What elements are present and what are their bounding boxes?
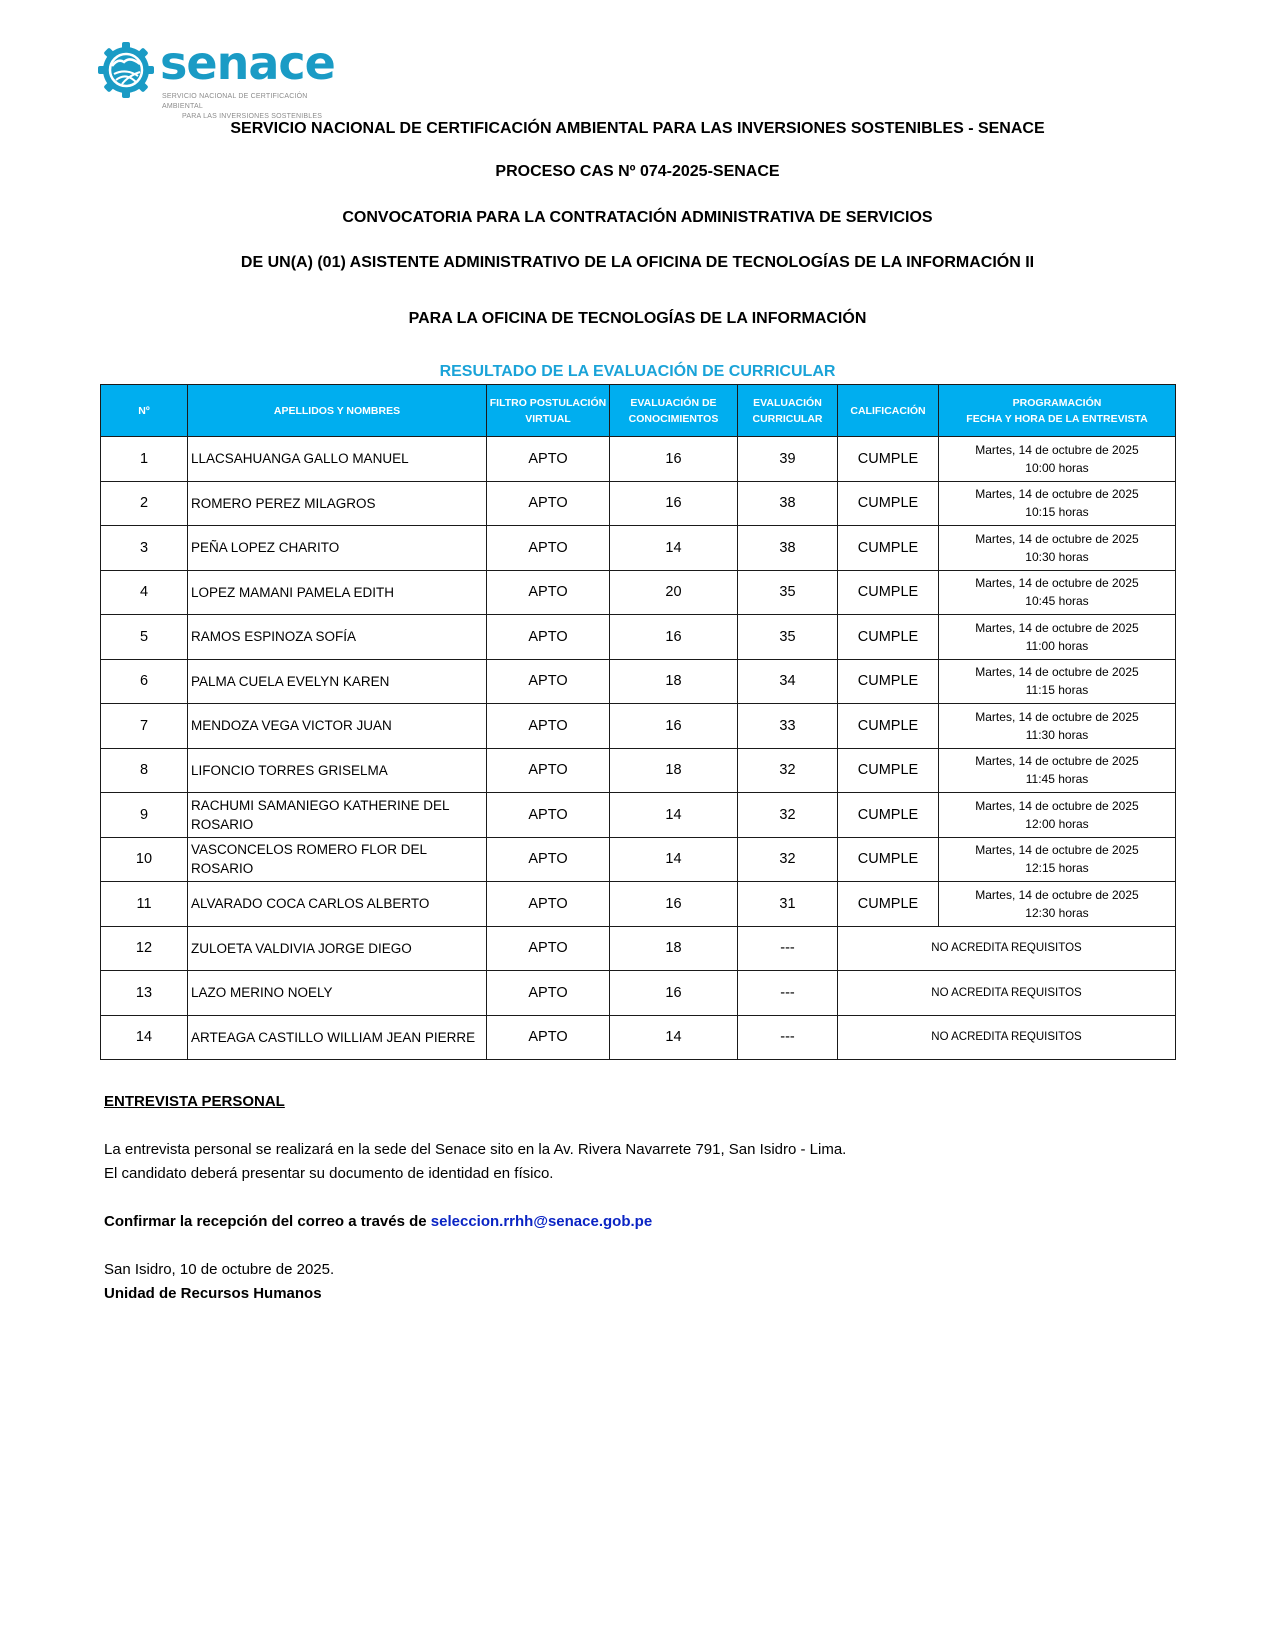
interview-date: Martes, 14 de octubre de 2025 (975, 754, 1139, 769)
filter-result: APTO (487, 748, 610, 793)
table-row (101, 926, 1176, 971)
col-header-knowledge-line1: EVALUACIÓN DE (630, 396, 717, 409)
table-row (101, 615, 1176, 660)
interview-time: 12:30 horas (1025, 905, 1089, 920)
institution-title: SERVICIO NACIONAL DE CERTIFICACIÓN AMBIENTAL PARA LAS INVERSIONES SOSTENIBLES - SENACE (230, 120, 1045, 137)
filter-result: APTO (487, 481, 610, 526)
table-header-row (101, 385, 1176, 437)
curricular-score: 33 (738, 704, 838, 749)
qualification: CUMPLE (838, 882, 939, 927)
candidate-name: LOPEZ MAMANI PAMELA EDITH (188, 570, 487, 615)
interview-date: Martes, 14 de octubre de 2025 (975, 709, 1139, 724)
interview-schedule (939, 837, 1176, 882)
knowledge-score: 18 (610, 926, 738, 971)
col-header-qualification: CALIFICACIÓN (838, 385, 939, 437)
interview-schedule (939, 615, 1176, 660)
interview-date: Martes, 14 de octubre de 2025 (975, 665, 1139, 680)
qualification: CUMPLE (838, 570, 939, 615)
row-number: 3 (101, 526, 188, 571)
logo-subtitle-line2: PARA LAS INVERSIONES SOSTENIBLES (182, 113, 323, 120)
col-header-curricular-line1: EVALUACIÓN (753, 396, 822, 409)
interview-time: 10:00 horas (1025, 460, 1089, 475)
table-row (101, 882, 1176, 927)
candidate-name: LLACSAHUANGA GALLO MANUEL (188, 437, 487, 482)
curricular-score: 34 (738, 659, 838, 704)
interview-id-text: El candidato deberá presentar su documento de identidad en físico. (104, 1165, 554, 1182)
interview-schedule (939, 882, 1176, 927)
row-number: 4 (101, 570, 188, 615)
curricular-score: 31 (738, 882, 838, 927)
knowledge-score: 16 (610, 481, 738, 526)
table-row (101, 481, 1176, 526)
curricular-score: 32 (738, 837, 838, 882)
row-number: 5 (101, 615, 188, 660)
table-row (101, 570, 1176, 615)
interview-schedule (939, 526, 1176, 571)
candidate-name: PALMA CUELA EVELYN KAREN (188, 659, 487, 704)
place-date: San Isidro, 10 de octubre de 2025. (104, 1261, 335, 1278)
candidate-name: PEÑA LOPEZ CHARITO (188, 526, 487, 571)
table-row (101, 793, 1176, 838)
curricular-score: --- (738, 1015, 838, 1060)
results-body (101, 437, 1176, 1060)
filter-result: APTO (487, 437, 610, 482)
col-header-filter (487, 385, 610, 437)
candidate-name: ARTEAGA CASTILLO WILLIAM JEAN PIERRE (188, 1015, 487, 1060)
filter-result: APTO (487, 570, 610, 615)
row-number: 14 (101, 1015, 188, 1060)
interview-schedule (939, 570, 1176, 615)
logo-subtitle (162, 92, 328, 122)
candidate-name: LAZO MERINO NOELY (188, 971, 487, 1016)
results-table (100, 384, 1176, 1060)
qualification: CUMPLE (838, 526, 939, 571)
curricular-score: 35 (738, 570, 838, 615)
interview-date: Martes, 14 de octubre de 2025 (975, 531, 1139, 546)
call-title: CONVOCATORIA PARA LA CONTRATACIÓN ADMINISTRATIVA DE SERVICIOS (342, 209, 933, 226)
col-header-schedule-line2: FECHA Y HORA DE LA ENTREVISTA (966, 412, 1148, 425)
interview-date: Martes, 14 de octubre de 2025 (975, 487, 1139, 502)
knowledge-score: 18 (610, 748, 738, 793)
interview-location-text: La entrevista personal se realizará en la sede del Senace sito en la Av. Rivera Navarrete 791, San Isidro - Lima. (104, 1141, 847, 1158)
status-no-requirements: NO ACREDITA REQUISITOS (838, 926, 1176, 971)
interview-date: Martes, 14 de octubre de 2025 (975, 576, 1139, 591)
senace-gear-icon (98, 42, 154, 98)
position-title: DE UN(A) (01) ASISTENTE ADMINISTRATIVO DE LA OFICINA DE TECNOLOGÍAS DE LA INFORMACIÓN II (240, 254, 1035, 271)
candidate-name: LIFONCIO TORRES GRISELMA (188, 748, 487, 793)
results-title: RESULTADO DE LA EVALUACIÓN DE CURRICULAR (439, 363, 836, 380)
signature: Unidad de Recursos Humanos (104, 1285, 322, 1302)
status-no-requirements: NO ACREDITA REQUISITOS (838, 971, 1176, 1016)
knowledge-score: 16 (610, 704, 738, 749)
col-header-knowledge (610, 385, 738, 437)
table-row (101, 659, 1176, 704)
curricular-score: --- (738, 971, 838, 1016)
filter-result: APTO (487, 793, 610, 838)
confirm-prefix: Confirmar la recepción del correo a través de (104, 1213, 431, 1230)
interview-time: 11:15 horas (1025, 683, 1089, 698)
qualification: CUMPLE (838, 837, 939, 882)
col-header-schedule (939, 385, 1176, 437)
col-header-filter-line1: FILTRO POSTULACIÓN (489, 396, 607, 409)
table-row (101, 704, 1176, 749)
row-number: 8 (101, 748, 188, 793)
interview-time: 12:15 horas (1025, 861, 1089, 876)
interview-schedule (939, 659, 1176, 704)
knowledge-score: 14 (610, 793, 738, 838)
candidate-name: RACHUMI SAMANIEGO KATHERINE DEL ROSARIO (188, 793, 487, 838)
knowledge-score: 14 (610, 1015, 738, 1060)
filter-result: APTO (487, 971, 610, 1016)
qualification: CUMPLE (838, 793, 939, 838)
candidate-name: ZULOETA VALDIVIA JORGE DIEGO (188, 926, 487, 971)
interview-schedule (939, 748, 1176, 793)
table-row (101, 1015, 1176, 1060)
filter-result: APTO (487, 882, 610, 927)
col-header-number: Nº (101, 385, 188, 437)
interview-schedule (939, 481, 1176, 526)
interview-date: Martes, 14 de octubre de 2025 (975, 620, 1139, 635)
interview-time: 11:00 horas (1025, 638, 1089, 653)
qualification: CUMPLE (838, 615, 939, 660)
interview-schedule (939, 704, 1176, 749)
interview-date: Martes, 14 de octubre de 2025 (975, 843, 1139, 858)
col-header-filter-line2: VIRTUAL (525, 412, 571, 425)
col-header-curricular-line2: CURRICULAR (752, 412, 823, 425)
interview-time: 11:30 horas (1025, 727, 1089, 742)
interview-time: 11:45 horas (1025, 772, 1089, 787)
interview-schedule (939, 437, 1176, 482)
knowledge-score: 16 (610, 437, 738, 482)
curricular-score: 38 (738, 526, 838, 571)
process-title: PROCESO CAS Nº 074-2025-SENACE (495, 163, 780, 180)
qualification: CUMPLE (838, 659, 939, 704)
candidate-name: ROMERO PEREZ MILAGROS (188, 481, 487, 526)
knowledge-score: 16 (610, 882, 738, 927)
knowledge-score: 18 (610, 659, 738, 704)
interview-date: Martes, 14 de octubre de 2025 (975, 887, 1139, 902)
interview-time: 12:00 horas (1025, 816, 1089, 831)
curricular-score: 35 (738, 615, 838, 660)
filter-result: APTO (487, 704, 610, 749)
filter-result: APTO (487, 837, 610, 882)
curricular-score: 39 (738, 437, 838, 482)
candidate-name: MENDOZA VEGA VICTOR JUAN (188, 704, 487, 749)
interview-time: 10:15 horas (1025, 505, 1089, 520)
table-row (101, 971, 1176, 1016)
email-link[interactable]: seleccion.rrhh@senace.gob.pe (430, 1213, 653, 1230)
row-number: 12 (101, 926, 188, 971)
row-number: 13 (101, 971, 188, 1016)
senace-logo (98, 36, 335, 120)
row-number: 6 (101, 659, 188, 704)
row-number: 9 (101, 793, 188, 838)
curricular-score: --- (738, 926, 838, 971)
table-row (101, 748, 1176, 793)
filter-result: APTO (487, 615, 610, 660)
office-title: PARA LA OFICINA DE TECNOLOGÍAS DE LA INFORMACIÓN (408, 310, 867, 327)
status-no-requirements: NO ACREDITA REQUISITOS (838, 1015, 1176, 1060)
col-header-curricular (738, 385, 838, 437)
interview-time: 10:30 horas (1025, 549, 1089, 564)
filter-result: APTO (487, 926, 610, 971)
logo-wordmark: senace (160, 36, 335, 90)
row-number: 11 (101, 882, 188, 927)
qualification: CUMPLE (838, 704, 939, 749)
logo-subtitle-line1: SERVICIO NACIONAL DE CERTIFICACIÓN AMBIENTAL (162, 93, 308, 110)
table-row (101, 837, 1176, 882)
filter-result: APTO (487, 526, 610, 571)
curricular-score: 32 (738, 793, 838, 838)
candidate-name: ALVARADO COCA CARLOS ALBERTO (188, 882, 487, 927)
curricular-score: 32 (738, 748, 838, 793)
qualification: CUMPLE (838, 748, 939, 793)
row-number: 1 (101, 437, 188, 482)
col-header-schedule-line1: PROGRAMACIÓN (1012, 396, 1102, 409)
filter-result: APTO (487, 659, 610, 704)
interview-section-title: ENTREVISTA PERSONAL (104, 1093, 285, 1110)
col-header-name: APELLIDOS Y NOMBRES (188, 385, 487, 437)
filter-result: APTO (487, 1015, 610, 1060)
curricular-score: 38 (738, 481, 838, 526)
knowledge-score: 20 (610, 570, 738, 615)
row-number: 2 (101, 481, 188, 526)
row-number: 10 (101, 837, 188, 882)
qualification: CUMPLE (838, 481, 939, 526)
qualification: CUMPLE (838, 437, 939, 482)
interview-date: Martes, 14 de octubre de 2025 (975, 442, 1139, 457)
candidate-name: RAMOS ESPINOZA SOFÍA (188, 615, 487, 660)
table-row (101, 526, 1176, 571)
candidate-name: VASCONCELOS ROMERO FLOR DEL ROSARIO (188, 837, 487, 882)
interview-date: Martes, 14 de octubre de 2025 (975, 798, 1139, 813)
knowledge-score: 14 (610, 526, 738, 571)
col-header-knowledge-line2: CONOCIMIENTOS (628, 412, 719, 425)
interview-time: 10:45 horas (1025, 594, 1089, 609)
knowledge-score: 14 (610, 837, 738, 882)
knowledge-score: 16 (610, 971, 738, 1016)
interview-schedule (939, 793, 1176, 838)
table-row (101, 437, 1176, 482)
confirm-text (104, 1213, 652, 1230)
row-number: 7 (101, 704, 188, 749)
knowledge-score: 16 (610, 615, 738, 660)
